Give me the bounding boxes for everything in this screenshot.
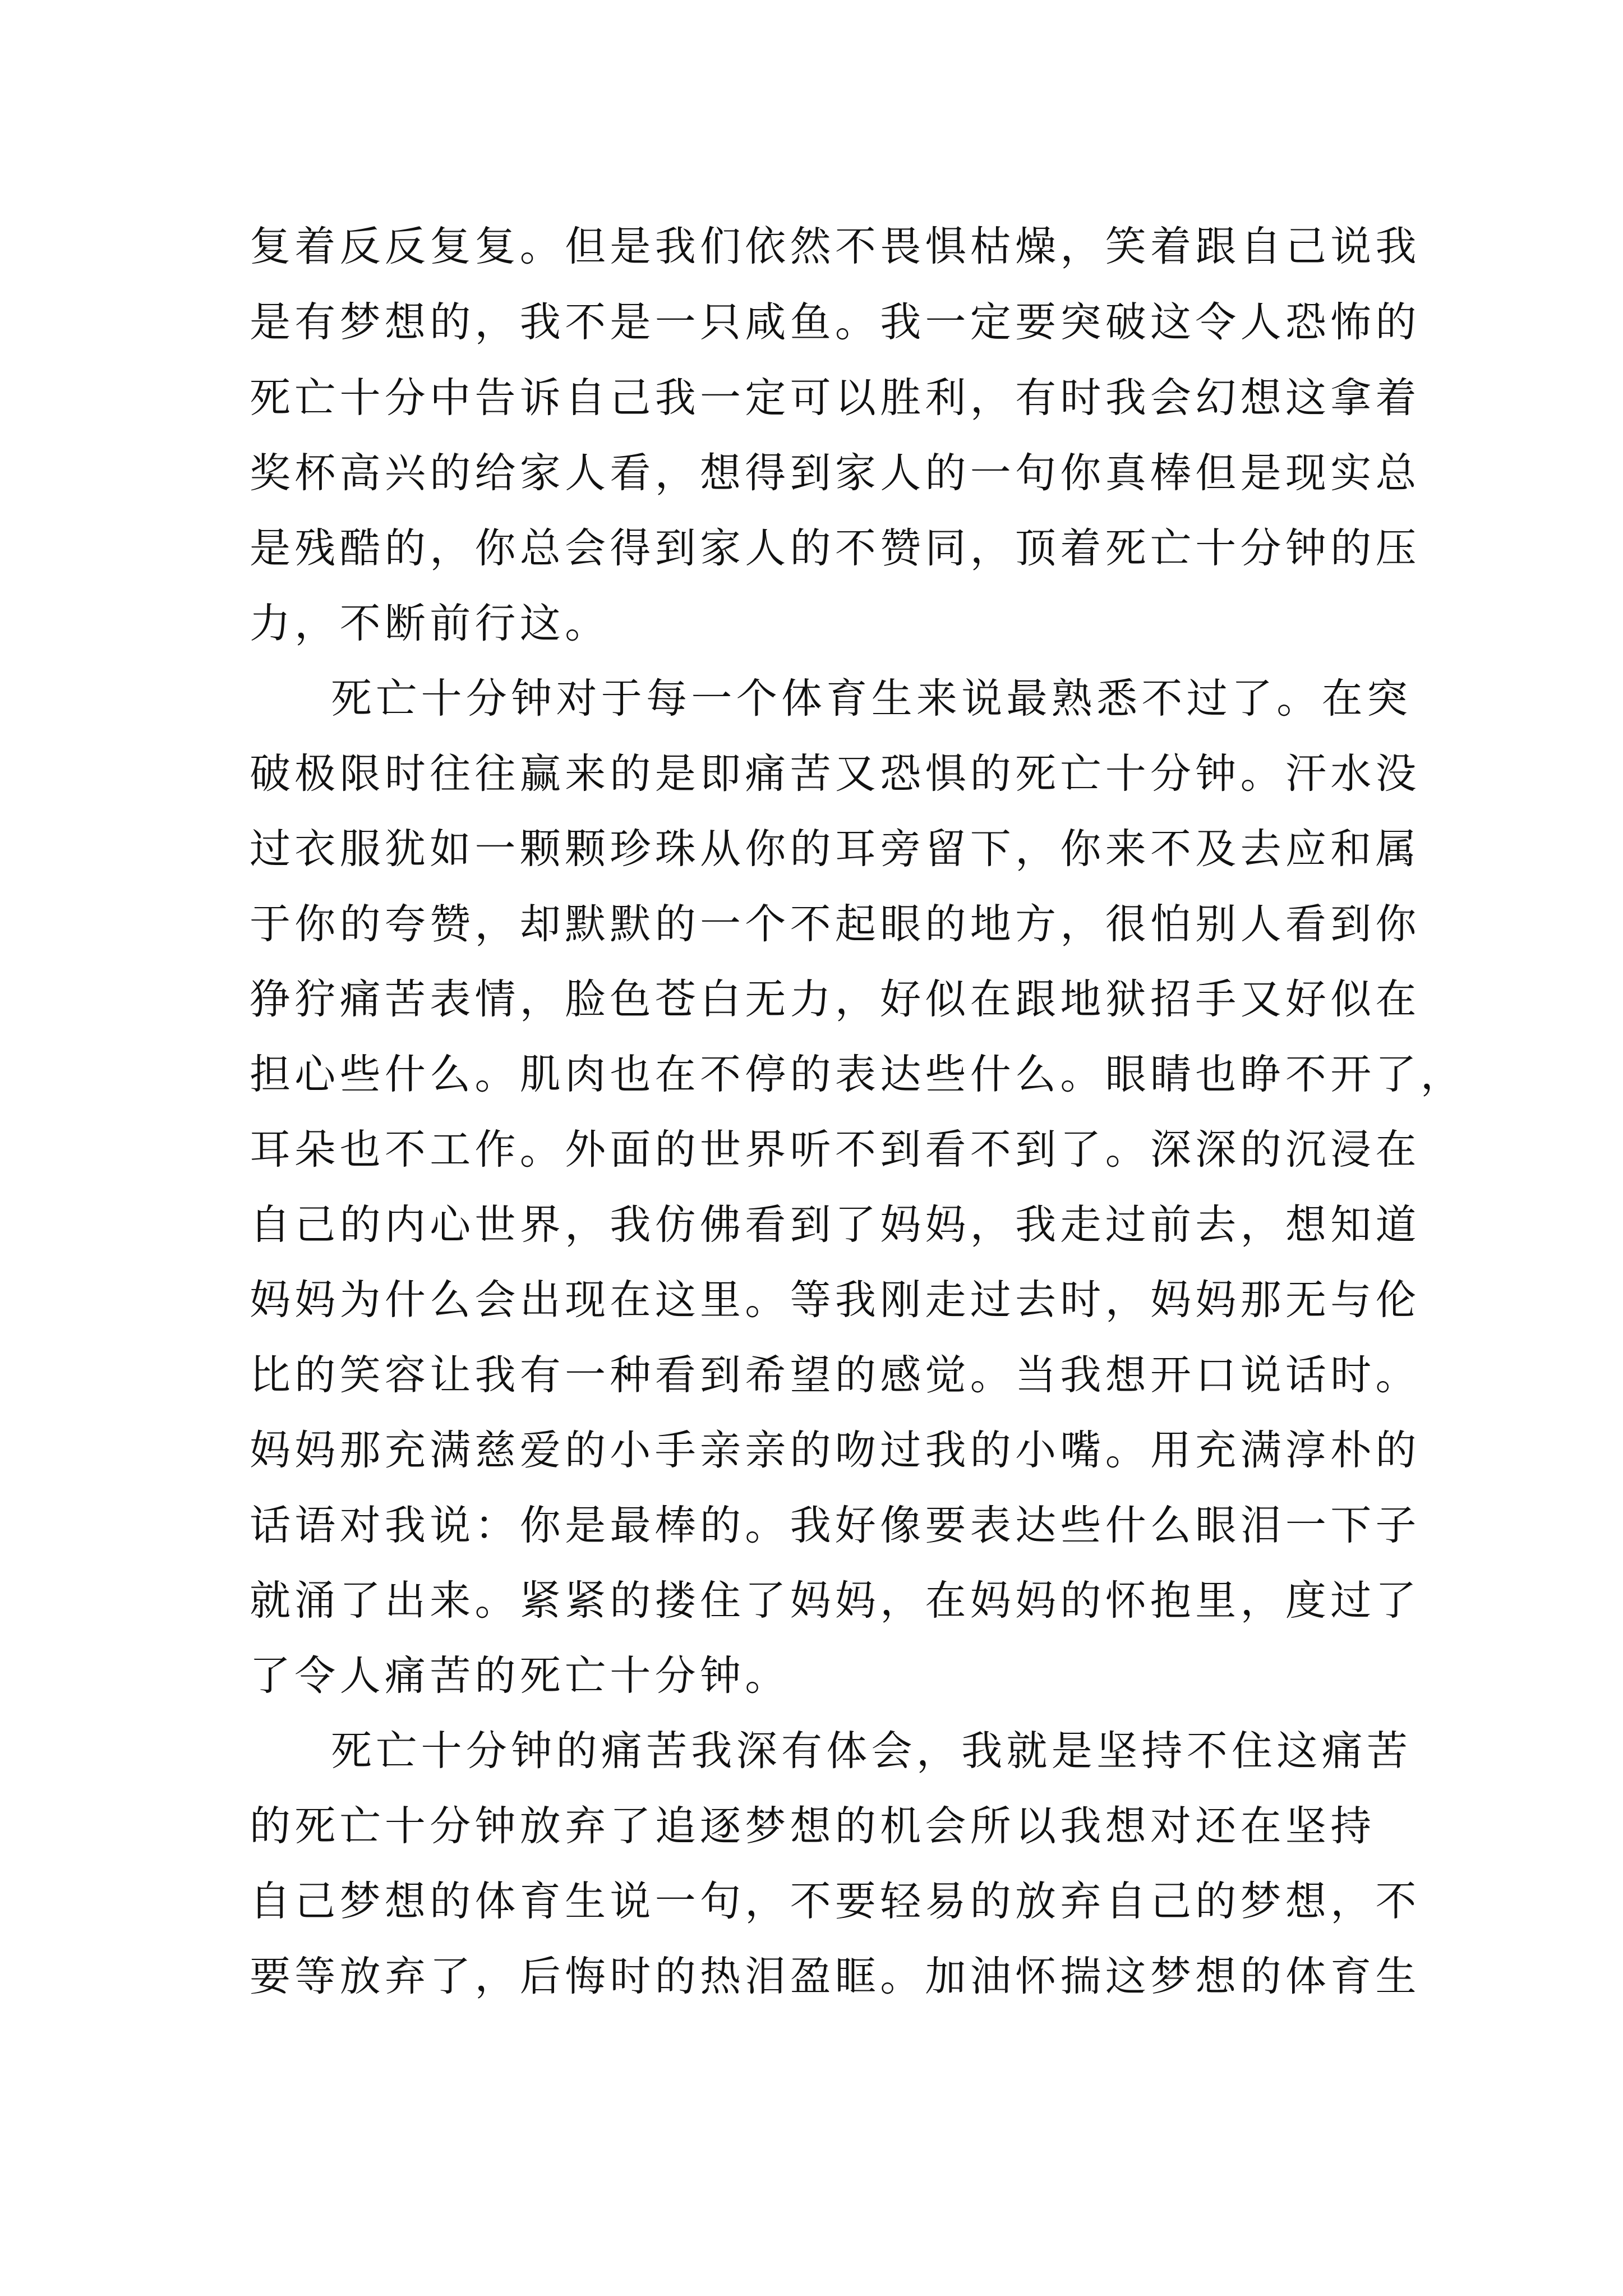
text-line: 妈妈那充满慈爱的小手亲亲的吻过我的小嘴。用充满淳朴的	[250, 1427, 1421, 1474]
text-line: 复着反反复复。但是我们依然不畏惧枯燥，笑着跟自己说我	[250, 223, 1421, 270]
text-line: 话语对我说：你是最棒的。我好像要表达些什么眼泪一下子	[250, 1502, 1421, 1549]
text-line: 要等放弃了，后悔时的热泪盈眶。加油怀揣这梦想的体育生	[250, 1953, 1421, 2000]
text-line: 是有梦想的，我不是一只咸鱼。我一定要突破这令人恐怖的	[250, 298, 1421, 346]
text-line: 了令人痛苦的死亡十分钟。	[250, 1652, 790, 1700]
text-line: 奖杯高兴的给家人看，想得到家人的一句你真棒但是现实总	[250, 449, 1421, 497]
text-line: 就涌了出来。紧紧的搂住了妈妈，在妈妈的怀抱里，度过了	[250, 1577, 1421, 1625]
text-line: 死亡十分钟对于每一个体育生来说最熟悉不过了。在突	[331, 675, 1412, 723]
text-line: 妈妈为什么会出现在这里。等我刚走过去时，妈妈那无与伦	[250, 1276, 1421, 1324]
text-line: 自己的内心世界，我仿佛看到了妈妈，我走过前去，想知道	[250, 1201, 1421, 1249]
text-line: 死亡十分中告诉自己我一定可以胜利，有时我会幻想这拿着	[250, 374, 1421, 422]
text-line: 的死亡十分钟放弃了追逐梦想的机会所以我想对还在坚持	[250, 1802, 1376, 1850]
text-line: 担心些什么。肌肉也在不停的表达些什么。眼睛也睁不开了，	[250, 1051, 1466, 1098]
text-line: 力，不断前行这。	[250, 600, 610, 647]
text-line: 是残酷的，你总会得到家人的不赞同，顶着死亡十分钟的压	[250, 524, 1421, 572]
text-line: 自己梦想的体育生说一句，不要轻易的放弃自己的梦想，不	[250, 1878, 1421, 1925]
text-line: 狰狞痛苦表情，脸色苍白无力，好似在跟地狱招手又好似在	[250, 976, 1421, 1023]
text-line: 于你的夸赞，却默默的一个不起眼的地方，很怕别人看到你	[250, 900, 1421, 948]
text-line: 破极限时往往赢来的是即痛苦又恐惧的死亡十分钟。汗水没	[250, 750, 1421, 798]
text-line: 耳朵也不工作。外面的世界听不到看不到了。深深的沉浸在	[250, 1126, 1421, 1174]
text-line: 比的笑容让我有一种看到希望的感觉。当我想开口说话时。	[250, 1351, 1421, 1399]
text-line: 过衣服犹如一颗颗珍珠从你的耳旁留下，你来不及去应和属	[250, 825, 1421, 873]
text-line: 死亡十分钟的痛苦我深有体会，我就是坚持不住这痛苦	[331, 1727, 1412, 1775]
